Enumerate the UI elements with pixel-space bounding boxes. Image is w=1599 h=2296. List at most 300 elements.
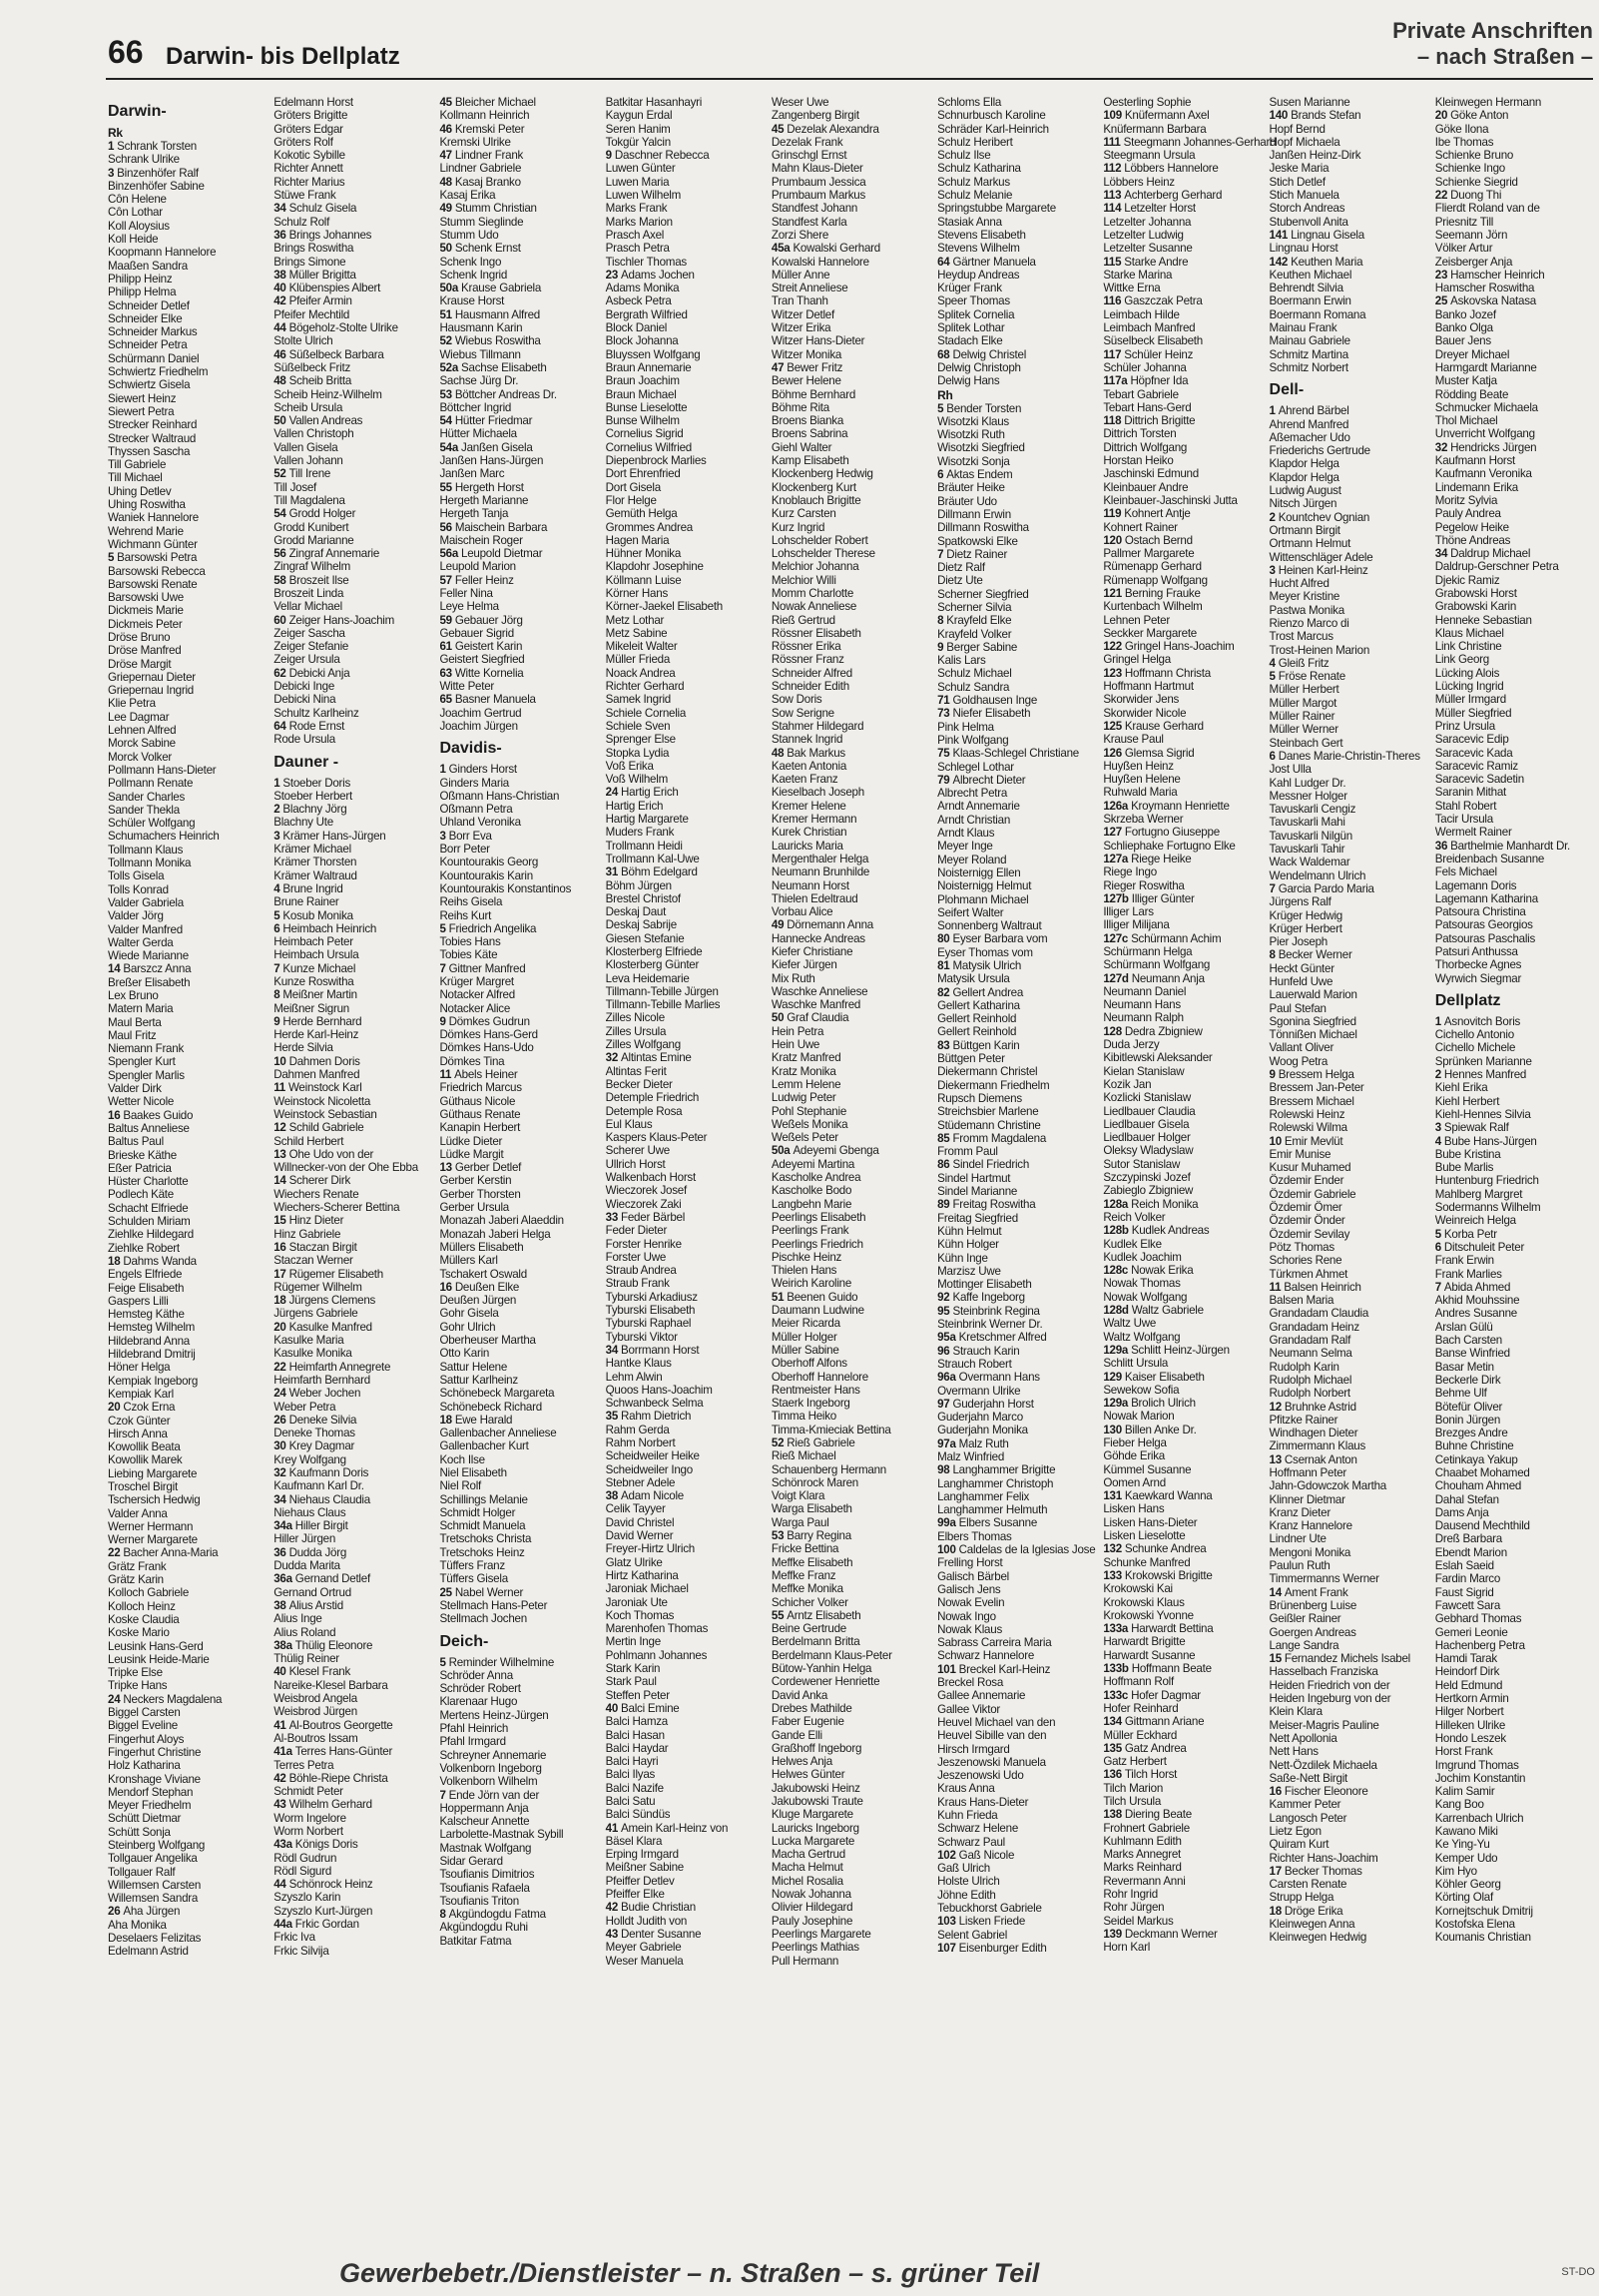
resident-entry: Beine Gertrude [771,1622,847,1636]
resident-entry [439,414,595,427]
resident-entry: Körting Olaf [1434,1891,1493,1905]
resident-entry: Guderjahn Marco [937,1411,1023,1425]
resident-entry: Helwes Günter [771,1768,845,1782]
resident-entry: Till Josef [273,480,317,494]
resident-entry: Wiechers Renate [273,1187,359,1201]
resident-entry [606,1211,762,1224]
resident-name: Maischein Barbara [454,520,548,534]
resident-entry [1270,882,1425,895]
resident-entry [1103,972,1259,985]
resident-entry: Seidel Markus [1103,1914,1174,1928]
resident-name: Jürgens Clemens [288,1294,376,1308]
resident-entry: Dillmann Erwin [937,507,1011,521]
house-number: 17 [1269,1864,1285,1878]
resident-name: Bak Markus [787,746,845,760]
resident-entry: Lüdke Margit [439,1147,504,1161]
resident-entry: Heckt Günter [1269,961,1334,975]
resident-entry: Kaeten Antonia [771,759,847,773]
resident-name: Deckmann Werner [1124,1927,1218,1941]
resident-entry: Wack Waldemar [1269,856,1350,869]
resident-name: Ahrend Bärbel [1278,404,1349,418]
resident-entry: Klinner Dietmar [1269,1492,1345,1506]
resident-entry: Metz Lothar [605,613,665,627]
resident-entry: Herde Silvia [273,1041,333,1055]
resident-entry: Koll Aloysius [108,219,170,233]
resident-entry: Sutor Stanislaw [1103,1157,1181,1171]
house-number: 50 [273,414,289,428]
house-number: 136 [1103,1768,1125,1782]
resident-entry: Sidar Gerard [439,1855,503,1868]
resident-entry: Geißler Rainer [1269,1612,1341,1626]
resident-entry [273,1387,429,1400]
house-number: 41a [273,1745,295,1759]
resident-name: Daldrup Michael [1450,547,1531,561]
resident-entry: Schmitz Martina [1269,347,1348,361]
resident-entry: Meffke Elisabeth [771,1555,853,1569]
resident-entry: Rentmeister Hans [771,1383,860,1397]
house-number: 127c [1103,931,1132,945]
resident-name: Till Irene [288,467,331,481]
resident-entry: Jürgens Gabriele [273,1307,358,1321]
resident-entry: Schwarz Helene [937,1822,1019,1836]
house-number: 97a [937,1436,959,1450]
resident-entry [937,1463,1093,1476]
resident-entry: Fromm Paul [937,1145,998,1159]
resident-entry: Tsoufianis Triton [439,1894,519,1908]
resident-name: Gatz Andrea [1124,1741,1187,1755]
resident-entry [273,1214,429,1227]
resident-entry: Hopf Michaela [1269,135,1340,149]
resident-entry: Stopka Lydia [605,746,670,760]
resident-entry: Daldrup-Gerschner Petra [1434,560,1559,574]
street-heading: Deich- [439,1632,489,1650]
house-number: 1 [273,776,283,790]
resident-entry: Müllers Elisabeth [439,1240,524,1254]
resident-entry [439,547,595,560]
house-number: 127a [1103,852,1132,865]
house-number: 133b [1103,1662,1132,1676]
resident-entry: Pier Joseph [1269,935,1329,949]
resident-entry: Pötz Thomas [1269,1240,1334,1254]
resident-entry: Jaschinski Edmund [1103,467,1199,481]
resident-entry: Leimbach Manfred [1103,321,1196,335]
resident-entry [937,468,1093,481]
resident-entry [606,149,762,162]
resident-entry [1270,564,1425,577]
resident-entry: Walkenbach Horst [605,1171,696,1185]
directory-column [1103,96,1277,2242]
resident-entry: Kostofska Elena [1434,1918,1515,1932]
resident-entry: Saße-Nett Birgit [1269,1771,1348,1785]
resident-entry: Pollmann Renate [108,777,194,791]
resident-entry: Koll Heide [108,233,159,247]
house-number: 9 [937,640,947,654]
resident-entry: Aßemacher Udo [1269,430,1350,444]
directory-column [937,96,1096,2242]
resident-entry: Windhagen Dieter [1269,1427,1358,1440]
resident-entry [1103,1742,1259,1755]
resident-entry: Wittke Erna [1103,282,1161,295]
resident-entry: Sindel Marianne [937,1185,1018,1199]
resident-entry: Marks Frank [605,202,668,216]
house-number: 23 [1434,268,1451,282]
resident-entry: Hergeth Marianne [439,493,529,507]
resident-entry: Baltus Anneliese [108,1121,190,1135]
resident-entry: Oberheuser Martha [439,1334,536,1348]
resident-name: Kasulke Manfred [288,1320,372,1334]
resident-entry: Schmidt Peter [273,1785,343,1799]
resident-name: Heimbach Heinrich [282,921,377,935]
resident-entry: Diekermann Christel [937,1065,1038,1079]
resident-entry: Podlech Käte [108,1188,174,1202]
resident-entry: Flor Helge [605,493,657,507]
resident-name: Amein Karl-Heinz von [621,1821,729,1835]
resident-name: Delwig Christel [952,347,1027,361]
resident-name: Dedra Zbigniew [1124,1024,1203,1038]
resident-entry: Tönnißen Michael [1269,1028,1357,1042]
resident-entry: Scheidweiler Heike [605,1449,700,1463]
resident-entry: Dietz Ralf [937,561,985,575]
resident-entry: Waschke Manfred [771,998,861,1012]
resident-entry [273,1918,429,1931]
resident-entry: Brünenberg Luise [1269,1598,1357,1612]
resident-entry: Hachenberg Petra [1434,1638,1525,1652]
resident-entry: Barsowski Rebecca [108,564,206,578]
resident-entry: Dreß Barbara [1434,1532,1502,1546]
resident-entry: Faber Eugenie [771,1715,844,1729]
resident-entry: Kratz Manfred [771,1051,841,1065]
resident-entry: Balci Hamza [605,1715,668,1729]
resident-entry: Hein Petra [771,1024,824,1038]
resident-name: Dezelak Alexandra [787,122,879,136]
resident-entry: Trost Marcus [1269,630,1333,644]
resident-entry: Schulz Rolf [273,215,330,229]
resident-entry: Hirsch Anna [108,1427,168,1440]
resident-entry: Gallenbacher Kurt [439,1439,529,1453]
resident-entry: Grabowski Horst [1434,586,1517,600]
resident-name: Abels Heiner [454,1068,518,1082]
resident-entry: Tebart Hans-Gerd [1103,400,1192,414]
resident-entry: Elbers Thomas [937,1529,1012,1543]
resident-entry: Peerlings Friedrich [771,1237,863,1251]
resident-entry: Grätz Karin [108,1573,164,1587]
page-footer [0,2258,1599,2288]
house-number: 128d [1103,1304,1132,1318]
resident-entry: Hannecke Andreas [771,931,865,945]
resident-entry: Heiden Ingeburg von der [1269,1692,1391,1706]
resident-entry: Pink Wolfgang [937,733,1009,747]
house-number: 111 [1103,135,1124,149]
house-number: 34 [273,1492,289,1506]
resident-name: Lisken Friede [958,1915,1026,1929]
house-number: 55 [439,480,455,494]
resident-entry: Revermann Anni [1103,1874,1186,1888]
resident-entry: Wyrwich Siegmar [1434,971,1522,985]
resident-entry [937,986,1093,999]
resident-entry: Griepernau Ingrid [108,684,194,698]
resident-entry: Akhid Mouhssine [1434,1294,1520,1308]
directory-column [1270,96,1425,2242]
resident-entry: Özdemir Önder [1269,1214,1345,1228]
resident-name: Malz Ruth [958,1436,1009,1450]
resident-entry [937,1291,1093,1304]
resident-entry: Schmitz Norbert [1269,360,1348,374]
resident-entry [273,909,429,922]
resident-entry: Knüfermann Barbara [1103,122,1207,136]
resident-name: Ditschuleit Peter [1443,1240,1525,1254]
resident-entry: Mertin Inge [605,1635,661,1649]
resident-entry [1435,547,1591,560]
house-number: 7 [1434,1280,1444,1294]
resident-entry: Jost Ulla [1269,763,1312,777]
resident-entry: Schmidt Manuela [439,1519,526,1533]
resident-entry: Tollgauer Angelika [108,1852,198,1866]
resident-entry: Dams Anja [1434,1505,1489,1519]
resident-name: Caldelas de la Iglesias Jose [958,1543,1096,1557]
resident-name: Overmann Hans [958,1371,1040,1385]
resident-entry: Kratz Monika [771,1064,836,1078]
resident-entry: Özdemir Ömer [1269,1201,1342,1215]
resident-entry: Kozlicki Stanislaw [1103,1091,1191,1105]
resident-entry: Marks Marion [605,215,673,229]
resident-entry: Berdelmann Britta [771,1635,860,1649]
directory-column [772,96,927,2242]
resident-name: Aktas Endem [946,468,1013,482]
resident-entry [1103,109,1259,122]
house-number: 5 [439,921,449,935]
house-number: 34 [273,202,289,216]
resident-entry: Nowak Marion [1103,1410,1175,1424]
resident-entry: Mahlberg Margret [1434,1187,1523,1201]
resident-entry: Körner Hans [605,586,668,600]
house-number: 117a [1103,374,1131,388]
resident-name: Vallen Andreas [288,414,363,428]
resident-entry: Glatz Ulrike [605,1555,663,1569]
resident-entry: Kountourakis Georg [439,856,539,869]
resident-entry: Edelmann Astrid [108,1945,189,1959]
resident-entry: Vallant Oliver [1269,1041,1334,1055]
resident-entry: Dietz Ute [937,574,983,588]
house-number: 9 [439,1014,449,1028]
resident-entry: Gebhard Thomas [1434,1612,1522,1626]
resident-name: Feder Bärbel [621,1210,686,1224]
resident-name: Kaufmann Doris [288,1465,369,1479]
resident-entry [108,551,264,564]
resident-entry: Stannek Ingrid [771,733,843,747]
house-number: 36 [273,1545,289,1559]
resident-entry [937,641,1093,654]
resident-entry: Wiede Marianne [108,949,189,963]
house-number: 14 [273,1174,289,1188]
resident-name: Kroymann Henriette [1131,799,1230,813]
street-heading: Davidis- [439,740,502,758]
resident-entry: Waltz Uwe [1103,1317,1157,1331]
resident-name: Achterberg Gerhard [1124,189,1223,203]
resident-entry: Schüler Wolfgang [108,817,196,831]
resident-name: Bacher Anna-Maria [123,1546,219,1560]
resident-name: Schild Gabriele [288,1121,364,1135]
resident-name: Langhammer Brigitte [952,1463,1056,1477]
resident-name: Altintas Emine [621,1051,692,1065]
resident-entry: Zeiger Sascha [273,626,345,640]
house-number: 20 [108,1401,124,1415]
resident-entry: Tacir Ursula [1434,813,1493,827]
house-number: 8 [1269,948,1279,962]
resident-entry: Koske Claudia [108,1612,180,1626]
resident-name: Löbbers Hannelore [1124,162,1219,176]
house-number: 36 [273,228,289,242]
resident-entry: Müllers Karl [439,1254,498,1268]
resident-entry: Mertens Heinz-Jürgen [439,1708,549,1722]
resident-entry [1435,1015,1591,1028]
resident-name: Rode Ernst [288,719,345,733]
resident-entry: Feller Nina [439,586,493,600]
resident-entry: Kasulke Monika [273,1347,352,1361]
resident-entry [1103,294,1259,307]
resident-entry [1103,1689,1259,1702]
resident-entry: Stark Karin [605,1662,661,1676]
house-number: 2 [1269,510,1279,524]
house-number: 82 [937,985,953,999]
resident-entry: Gallee Annemarie [937,1689,1026,1703]
resident-entry: Pfitzke Rainer [1269,1413,1338,1427]
resident-entry: Thielen Edeltraud [771,891,858,905]
resident-entry: Letzelter Susanne [1103,242,1193,256]
resident-entry [772,918,927,931]
resident-entry: Skorwider Jens [1103,693,1180,707]
resident-entry: Ruhwald Maria [1103,786,1178,800]
resident-entry: Klapdohr Josephine [605,560,704,574]
resident-entry: Selent Gabriel [937,1928,1008,1942]
resident-entry: Deskaj Daut [605,905,667,919]
resident-name: Schrank Torsten [117,140,197,153]
house-number: 109 [1103,109,1125,123]
resident-entry: Müller Holger [771,1330,837,1344]
resident-entry: Fardin Marco [1434,1572,1501,1586]
resident-entry: Tyburski Arkadiusz [605,1290,698,1304]
resident-entry: Chouham Ahmed [1434,1479,1522,1493]
resident-entry: Splitek Cornelia [937,307,1015,321]
house-number: 127b [1103,891,1132,905]
resident-name: Hoffmann Christa [1124,666,1211,680]
house-number: 115 [1103,255,1125,269]
resident-entry: Wendelmann Ulrich [1269,868,1366,882]
resident-entry [273,667,429,680]
resident-entry: Heimfarth Bernhard [273,1373,370,1387]
resident-entry: Keuthen Michael [1269,268,1352,282]
resident-entry: Breckel Rosa [937,1676,1004,1690]
house-number: 8 [439,1908,449,1922]
resident-entry: Sodermanns Wilhelm [1434,1201,1541,1215]
house-number: 133 [1103,1568,1125,1582]
resident-name: Barszcz Anna [123,962,192,976]
resident-entry: Edelmann Horst [273,96,353,109]
resident-entry: Broens Sabrina [771,427,848,441]
resident-name: Rieß Gabriele [787,1435,855,1449]
resident-entry: Balci Satu [605,1795,656,1808]
resident-entry: Jakubowski Traute [771,1795,863,1808]
resident-entry: Kurek Christian [771,826,847,840]
resident-entry [439,388,595,401]
house-number: 13 [1269,1452,1285,1466]
resident-entry [1103,800,1259,813]
resident-name: Askovska Natasa [1450,294,1536,308]
resident-entry: Krokowski Yvonne [1103,1608,1194,1622]
house-number: 52a [439,360,462,374]
resident-entry [273,1665,429,1678]
house-number: 40 [273,282,289,295]
resident-entry: Weinreich Helga [1434,1214,1516,1228]
resident-entry: Timmermanns Werner [1269,1572,1379,1586]
resident-entry: Warga Elisabeth [771,1502,852,1516]
resident-entry: Gellert Reinhold [937,1012,1017,1026]
resident-entry: Tokgür Yalcin [605,135,671,149]
resident-entry: Valder Anna [108,1506,168,1520]
resident-name: Schulz Gisela [288,202,357,216]
resident-entry: Schneider Detlef [108,298,190,312]
resident-entry [439,1281,595,1294]
resident-entry: Fingerhut Christine [108,1745,202,1759]
resident-entry [273,1294,429,1307]
house-number: 2 [1434,1068,1444,1082]
resident-entry: Langbehn Marie [771,1197,852,1211]
resident-entry [1435,189,1591,202]
house-number: 95a [937,1331,959,1345]
resident-entry: Witzer Hans-Dieter [771,334,865,348]
resident-entry: Tilch Ursula [1103,1795,1162,1808]
resident-entry: Harwardt Brigitte [1103,1635,1186,1649]
resident-entry: Schneider Markus [108,325,198,339]
resident-entry [273,467,429,480]
resident-entry: Tavuskarli Cengiz [1269,803,1356,817]
house-number: 12 [273,1121,289,1135]
resident-name: Krämer Hans-Jürgen [282,829,386,843]
resident-entry: Tripke Hans [108,1679,168,1693]
resident-entry: Binzenhöfer Sabine [108,179,205,193]
house-number: 56 [439,520,455,534]
resident-entry [439,481,595,494]
resident-entry: Schicher Volker [771,1595,848,1609]
resident-entry [1435,1228,1591,1241]
resident-entry: Dahal Stefan [1434,1492,1499,1506]
resident-entry: Illiger Lars [1103,905,1154,919]
house-number: 99a [937,1516,959,1530]
resident-entry: Goergen Andreas [1269,1625,1356,1639]
resident-entry: Fieber Helga [1103,1435,1167,1449]
house-number: 130 [1103,1423,1125,1436]
resident-entry: Mastnak Wolfgang [439,1841,532,1855]
resident-entry: Dort Gisela [605,480,661,494]
resident-entry: Dröse Margit [108,657,172,671]
resident-entry [273,294,429,307]
house-number: 100 [937,1543,959,1557]
house-number: 16 [273,1240,289,1254]
house-number: 48 [439,175,455,189]
resident-entry: Barsowski Uwe [108,591,184,605]
resident-entry: Matysik Ursula [937,972,1010,986]
resident-entry: Valder Manfred [108,922,183,936]
house-number: 54 [273,507,289,521]
resident-entry [108,140,264,153]
resident-entry: Kalis Lars [937,654,986,668]
resident-entry: Holldt Judith von [605,1914,688,1928]
resident-entry: Faust Sigrid [1434,1585,1494,1599]
resident-entry: Schwanbeck Selma [605,1397,704,1411]
resident-entry: Tschakert Oswald [439,1267,527,1281]
resident-entry: Scherner Silvia [937,600,1012,614]
resident-entry: David Anka [771,1688,828,1702]
resident-entry: Weirich Karoline [771,1277,852,1291]
